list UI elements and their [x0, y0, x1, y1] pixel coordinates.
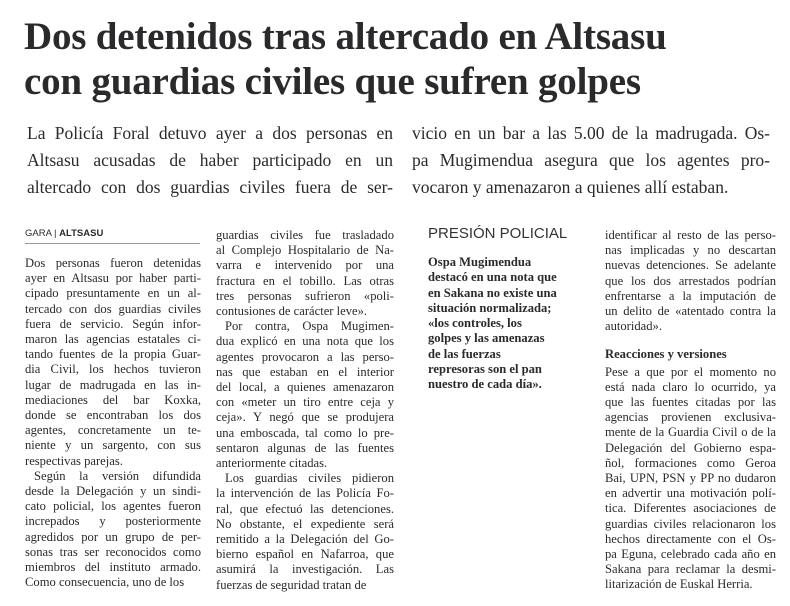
text-line: desde la Delegación y un sindi-	[25, 484, 201, 499]
pullquote-line: Ospa Mugimendua	[428, 255, 532, 269]
text-line: nas implicadas y no descartan	[605, 243, 776, 258]
deck-line: La Policía Foral detuvo ayer a dos personas en	[27, 123, 393, 143]
text-line: tica. Diferentes asociaciones de	[605, 501, 776, 516]
text-line: nas que estaban en el interior	[216, 364, 394, 379]
pullquote-line: destacó en una nota que	[428, 270, 557, 285]
text-line: litarización de Euskal Herria.	[605, 577, 753, 592]
text-line: varra e intervenido por una	[216, 258, 394, 273]
text-line: remitido a la Delegación del Go-	[216, 532, 394, 547]
subheading: Reacciones y versiones	[605, 347, 727, 362]
pullquote-line: de las fuerzas	[428, 346, 501, 361]
text-line: Los guardias civiles pidieron	[225, 471, 394, 486]
column-4-bottom	[605, 365, 776, 593]
text-line: maron las agencias estatales ci-	[25, 332, 201, 347]
text-line: lugar de madrugada en las in-	[25, 377, 201, 392]
article-column-4	[605, 228, 776, 593]
text-line: un delito de «atentado contra la	[605, 304, 776, 319]
text-line: autoridad».	[605, 319, 663, 334]
text-line: Dos personas fueron detenidas	[25, 256, 201, 270]
text-line: una emboscada, tal como lo pre-	[216, 425, 394, 440]
text-line: tres personas sufrieron «poli-	[216, 288, 394, 303]
text-line: sentaron algunas de las fuentes	[216, 440, 394, 455]
pullquote-line: golpes y las amenazas	[428, 331, 545, 346]
headline-line: con guardias civiles que sufren golpes	[24, 60, 641, 103]
text-line: Como consecuencia, uno de los	[25, 575, 185, 590]
text-line: hechos directamente con el Os-	[605, 531, 776, 546]
text-line: asumirá la investigación. Las	[216, 562, 394, 577]
text-line: agentes, concretamente un te-	[25, 423, 201, 438]
text-line: ayer en Altsasu por haber parti-	[25, 271, 201, 286]
text-line: agentes provocaron a las perso-	[216, 349, 394, 364]
text-line: ñol, formaciones como Geroa	[605, 455, 776, 470]
text-line: guardias civiles relacionaron los	[605, 516, 776, 531]
deck-line: altercado con dos guardias civiles fuera de ser-	[27, 177, 393, 197]
text-line: al Complejo Hospitalario de Na-	[216, 243, 394, 258]
text-line: fuera de servicio. Según infor-	[25, 316, 201, 331]
text-line: Por contra, Ospa Mugimen-	[225, 319, 394, 334]
article-column-2	[216, 228, 394, 593]
byline-source: GARA	[25, 228, 52, 239]
text-line: ral, que efectuó las detenciones.	[216, 501, 394, 516]
text-line: mente de la Guardia Civil o de la	[605, 425, 776, 440]
text-line: Sakana para reclamar la desmi-	[605, 562, 776, 577]
text-line: donde se encontraban los dos	[25, 408, 201, 423]
text-line: Según la versión difundida	[34, 468, 201, 483]
byline	[25, 228, 200, 244]
text-line: contusiones de carácter leve».	[216, 304, 368, 319]
text-line: ceja». Y negó que se produjera	[216, 410, 394, 425]
column-4-top	[605, 228, 776, 334]
deck-line: pa Mugimendua asegura que los agentes pro-	[412, 150, 770, 170]
text-line: guardias civiles fue trasladado	[216, 228, 394, 242]
text-line: cipado presuntamente en un al-	[25, 286, 201, 301]
text-line: No obstante, el expediente será	[216, 516, 394, 531]
text-line: dia Civil, los hechos tuvieron	[25, 362, 201, 377]
text-line: tando fuentes de la propia Guar-	[25, 347, 201, 362]
text-line: la intervención de las Policía Fo-	[216, 486, 394, 501]
text-line: identificar al resto de las perso-	[605, 228, 776, 242]
text-line: miembros del instituto armado.	[25, 560, 201, 575]
text-line: nuevas detenciones. Se adelante	[605, 258, 776, 273]
pullquote-line: en Sakana no existe una	[428, 285, 557, 300]
text-line: agredidos por un grupo de per-	[25, 529, 201, 544]
text-line: Bai, UPN, PSN y PP no dudaron	[605, 471, 776, 486]
text-line: fractura en el tobillo. Las otras	[216, 273, 394, 288]
text-line: respectivas parejas.	[25, 453, 123, 468]
pullquote-heading: PRESIÓN POLICIAL	[428, 225, 568, 242]
text-line: mediaciones del bar Koxka,	[25, 392, 201, 407]
pullquote	[428, 255, 588, 393]
text-line: Pese a que por el momento no	[605, 364, 776, 379]
byline-place: ALTSASU	[59, 228, 104, 239]
text-line: del local, a quienes amenazaron	[216, 380, 394, 395]
text-line: está nada claro lo ocurrido, ya	[605, 379, 776, 394]
text-line: enfrentarse a la imputación de	[605, 288, 776, 303]
text-line: increpados y posteriormente	[25, 514, 201, 529]
text-line: tercado con dos guardias civiles	[25, 301, 201, 316]
text-line: dua explicó en una nota que los	[216, 334, 394, 349]
deck-left	[27, 120, 393, 201]
text-line: agencias provienen exclusiva-	[605, 410, 776, 425]
text-line: con «meter un tiro entre ceja y	[216, 395, 394, 410]
text-line: en advertir una motivación polí-	[605, 486, 776, 501]
text-line: bierno español en Nafarroa, que	[216, 547, 394, 562]
pullquote-line: nuestro de cada día».	[428, 377, 542, 392]
pullquote-line: situación normalizada;	[428, 300, 552, 315]
headline-line: Dos detenidos tras altercado en Altsasu	[24, 15, 667, 58]
text-line: cato policial, los agentes fueron	[25, 499, 201, 514]
pullquote-line: «los controles, los	[428, 316, 522, 331]
text-line: anteriormente citadas.	[216, 456, 328, 471]
deck-line: vocaron y amenazaron a quienes allí estaban.	[412, 177, 729, 197]
deck-line: Altsasu acusadas de haber participado en un	[27, 150, 393, 170]
text-line: que los dos arrestados podrían	[605, 273, 776, 288]
deck-right	[412, 120, 770, 201]
text-line: sonas tras ser reconocidos como	[25, 544, 201, 559]
headline	[24, 14, 774, 104]
text-line: pa Eguna, celebrado cada año en	[605, 547, 776, 562]
deck-line: vicio en un bar a las 5.00 de la madrugada. Os-	[412, 123, 770, 143]
pullquote-line: represoras son el pan	[428, 362, 542, 377]
text-line: niente y un sargento, con sus	[25, 438, 201, 453]
byline-separator: |	[51, 228, 60, 239]
article-column-1	[25, 256, 201, 590]
text-line: Delegación del Gobierno espa-	[605, 440, 776, 455]
text-line: fuerzas de seguridad tratan de	[216, 577, 367, 592]
text-line: que las fuentes citadas por las	[605, 395, 776, 410]
